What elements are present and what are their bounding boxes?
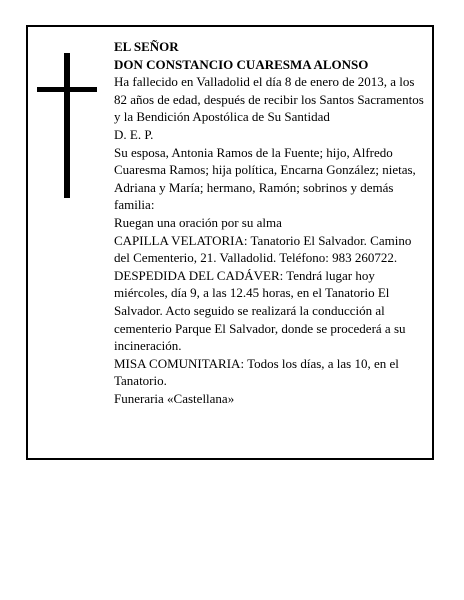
family-list: Su esposa, Antonia Ramos de la Fuente; hijo, Alfredo Cuaresma Ramos; hija política, Encarna González; nietas, Adriana y María; hermano, Ramón; sobrinos y demás familia: [114,144,416,213]
title-line-1: EL SEÑOR [114,39,179,54]
deceased-name: DON CONSTANCIO CUARESMA ALONSO [114,56,369,72]
funeral-home: Funeraria «Castellana» [114,390,235,406]
chapel-info: CAPILLA VELATORIA: Tanatorio El Salvador. Camino del Cementerio, 21. Valladolid. Teléfono: 983 260722. [114,232,412,266]
farewell-info: DESPEDIDA DEL CADÁVER: Tendrá lugar hoy miércoles, día 9, a las 12.45 horas, en el Tanatorio El Salvador. Acto seguido se realizará la conducción al cementerio Parque El Salvador, donde se procederá a su incineración. [114,267,406,354]
cross-horizontal-bar [37,87,97,92]
prayer-request: Ruegan una oración por su alma [114,214,282,230]
dep-line: D. E. P. [114,126,154,142]
cross-icon [37,53,97,198]
mass-info: MISA COMUNITARIA: Todos los días, a las 10, en el Tanatorio. [114,355,399,389]
cross-vertical-bar [64,53,70,198]
death-announcement: Ha fallecido en Valladolid el día 8 de enero de 2013, a los 82 años de edad, después de recibir los Santos Sacramentos y la Bendición Apostólica de Su Santidad [114,74,424,125]
obituary-text [114,38,426,407]
